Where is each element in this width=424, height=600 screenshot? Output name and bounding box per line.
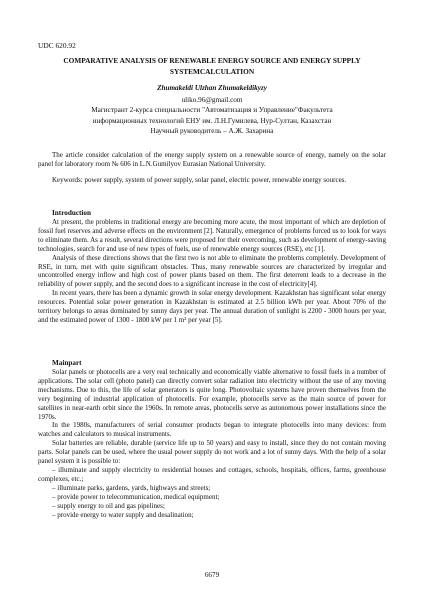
introduction-heading: Introduction — [52, 209, 92, 217]
author-name: Zhumakeldi Ulzhan Zhumakeldikyzy — [157, 84, 267, 92]
list-item: – supply energy to oil and gas pipelines; — [52, 501, 165, 510]
keywords-text: Keywords: power supply, system of power supply, solar panel, electric power, renewable energy sources. — [52, 176, 347, 184]
affiliation-line: информационных технологий ЕНУ им. Л.Н.Гумилева, Нур-Султан, Казахстан — [92, 116, 332, 125]
abstract-text: The article consider calculation of the energy supply system on a renewable source of energy, namely on the solar panel for laboratory room № 606 in L.N.Gumilyov Eurasian National University. — [38, 151, 386, 168]
keywords — [38, 176, 386, 185]
paragraph: In recent years, there has been a dynamic growth in solar energy development. Kazakhstan has significant solar energy resources. Potential solar power generation in Kazakhstan is estimated at 2.5 billion kWh per year. About 70% of the territory belongs to areas dominated by sunny days per year. The annual duration of sunlight is 2200 - 3000 hours per year, and the estimated power of 1300 - 1800 kW per 1 m² per year [5]. — [38, 289, 386, 324]
list-item: – illuminate parks, gardens, yards, highways and streets; — [52, 483, 211, 492]
paragraph: Solar batteries are reliable, durable (service life up to 50 years) and easy to install, since they do not contain moving parts. Solar panels can be used, where the usual power supply do not work and a lot of sunny days. With the help of a solar panel system it is possible to: — [38, 439, 386, 466]
introduction-section — [38, 218, 386, 325]
supervisor-line: Научный руководитель – А.Ж. Захарина — [150, 127, 274, 135]
paper-title: COMPARATIVE ANALYSIS OF RENEWABLE ENERGY SOURCE AND ENERGY SUPPLY SYSTEMCALCULATION — [63, 56, 361, 76]
list-item: – provide energy to water supply and desalination; — [52, 510, 194, 519]
author-email: uliko.96@gmail.com — [181, 96, 243, 104]
main-part-heading: Mainpart — [52, 359, 82, 367]
application-list — [38, 466, 386, 519]
paragraph: Solar panels or photocells are a very real technically and economically viable alternative to fossil fuels in a number of applications. The solar cell (photo panel) can directly convert solar radiation into electricity without the use of any moving mechanisms. Due to this, the life of solar generators is quite long. Photovoltaic systems have proven themselves from the very beginning of industrial application of photocells. For example, photocells serve as the main source of power for satellites in near-earth orbit since the 1960s. In remote areas, photocells serve as autonomous power installations since the 1970s. — [38, 368, 386, 421]
paragraph: At present, the problems in traditional energy are becoming more acute, the most important of which are depletion of fossil fuel reserves and adverse effects on the environment [2]. Naturally, emergence of problems forced us to look for ways to eliminate them. As a result, several directions were proposed for their overcoming, such as development of energy-saving technologies, search for and use of new types of fuels, use of renewable energy sources (RSE), etc [1]. — [38, 218, 386, 253]
abstract — [38, 151, 386, 169]
main-part-section — [38, 368, 386, 519]
paragraph: Analysis of these directions shows that the first two is not able to eliminate the problems completely. Development of RSE, in turn, met with quite significant obstacles. Thus, many renewable sources are characterized by irregular and uncontrolled energy inflow and high cost of power plants based on them. The first deterrent leads to a decrease in the reliability of power supply, and the second does to a significant increase in the cost of electricity[4]. — [38, 253, 386, 289]
affiliation-line: Магистрант 2-курса специальности "Автоматизация и Управление"Факультета — [91, 106, 333, 114]
affiliation — [38, 105, 386, 137]
udc-code: UDC 620.92 — [38, 41, 76, 50]
list-item: – provide power to telecommunication, medical equipment; — [52, 492, 220, 501]
page-number: 6679 — [204, 571, 220, 579]
paragraph: In the 1980s, manufacturers of serial consumer products began to integrate photocells into many devices: from watches and calculators to musical instruments. — [38, 421, 386, 439]
list-item: – illuminate and supply electricity to residential houses and cottages, schools, hospitals, offices, farms, greenhouse complexes, etc.; — [38, 465, 386, 483]
